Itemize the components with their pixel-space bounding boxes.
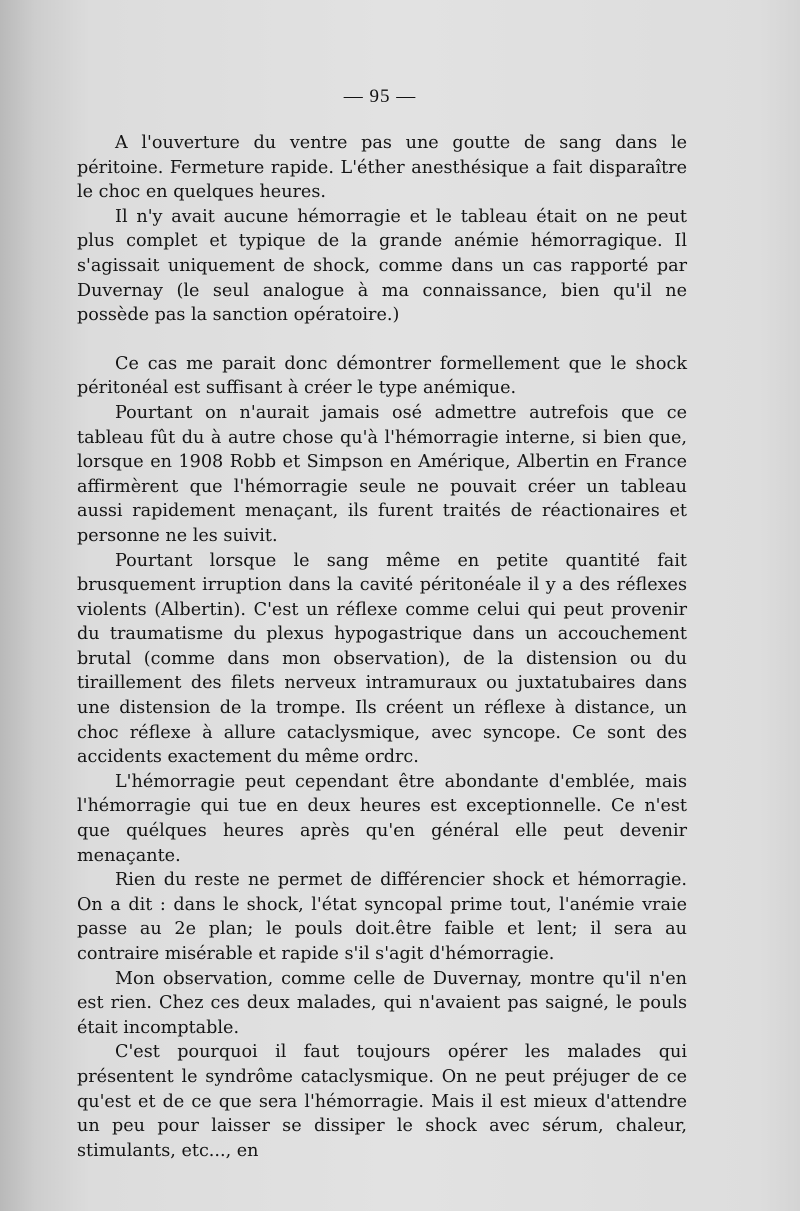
paragraph-5: Pourtant lorsque le sang même en petite quantité fait brusquement irruption dans la cavité péritonéale il y a des réflexes violents (Albertin). C'est un réflexe comme celui qui peut provenir du traumatisme du plexus hypogastrique dans un accouchement brutal (comme dans mon observation), de la distension ou du tiraillement des filets nerveux intramuraux ou juxtatubaires dans une distension de la trompe. Ils créent un réflexe à distance, un choc réflexe à allure cataclysmique, avec syncope. Ce sont des accidents exactement du même ordrc. <box>77 550 687 768</box>
body-text <box>77 131 687 1163</box>
page-number: — 95 — <box>343 86 417 107</box>
paragraph-9: C'est pourquoi il faut toujours opérer les malades qui présentent le syndrôme cataclysmique. On ne peut préjuger de ce qu'est et de ce que sera l'hémorragie. Mais il est mieux d'attendre un peu pour laisser se dissiper le shock avec sérum, chaleur, stimulants, etc..., en <box>77 1042 687 1161</box>
paragraph-2: Il n'y avait aucune hémorragie et le tableau était on ne peut plus complet et typique de la grande anémie hémorragique. Il s'agissait uniquement de shock, comme dans un cas rapporté par Duvernay (le seul analogue à ma connaissance, bien qu'il ne possède pas la sanction opératoire.) <box>77 206 687 326</box>
paragraph-4: Pourtant on n'aurait jamais osé admettre autrefois que ce tableau fût du à autre chose qu'à l'hémorragie interne, si bien que, lorsque en 1908 Robb et Simpson en Amérique, Albertin en France affirmèrent que l'hémorragie seule ne pouvait créer un tableau aussi rapidement menaçant, ils furent traités de réactionaires et personne ne les suivit. <box>77 402 687 546</box>
paragraph-7: Rien du reste ne permet de différencier shock et hémorragie. On a dit : dans le shock, l'état syncopal prime tout, l'anémie vraie passe au 2e plan; le pouls doit.être faible et lent; il sera au contraire misérable et rapide s'il s'agit d'hémorragie. <box>77 870 687 964</box>
paragraph-6: L'hémorragie peut cependant être abondante d'emblée, mais l'hémorragie qui tue en deux heures est exceptionnelle. Ce n'est que quélques heures après qu'en général elle peut devenir menaçante. <box>77 771 687 866</box>
paragraph-1: A l'ouverture du ventre pas une goutte de sang dans le péritoine. Fermeture rapide. L'éther anesthésique a fait disparaître le choc en quelques heures. <box>77 133 687 203</box>
paragraph-8: Mon observation, comme celle de Duvernay, montre qu'il n'en est rien. Chez ces deux malades, qui n'avaient pas saigné, le pouls était incomptable. <box>77 968 687 1038</box>
paragraph-3: Ce cas me parait donc démontrer formellement que le shock péritonéal est suffisant à créer le type anémique. <box>77 353 687 399</box>
